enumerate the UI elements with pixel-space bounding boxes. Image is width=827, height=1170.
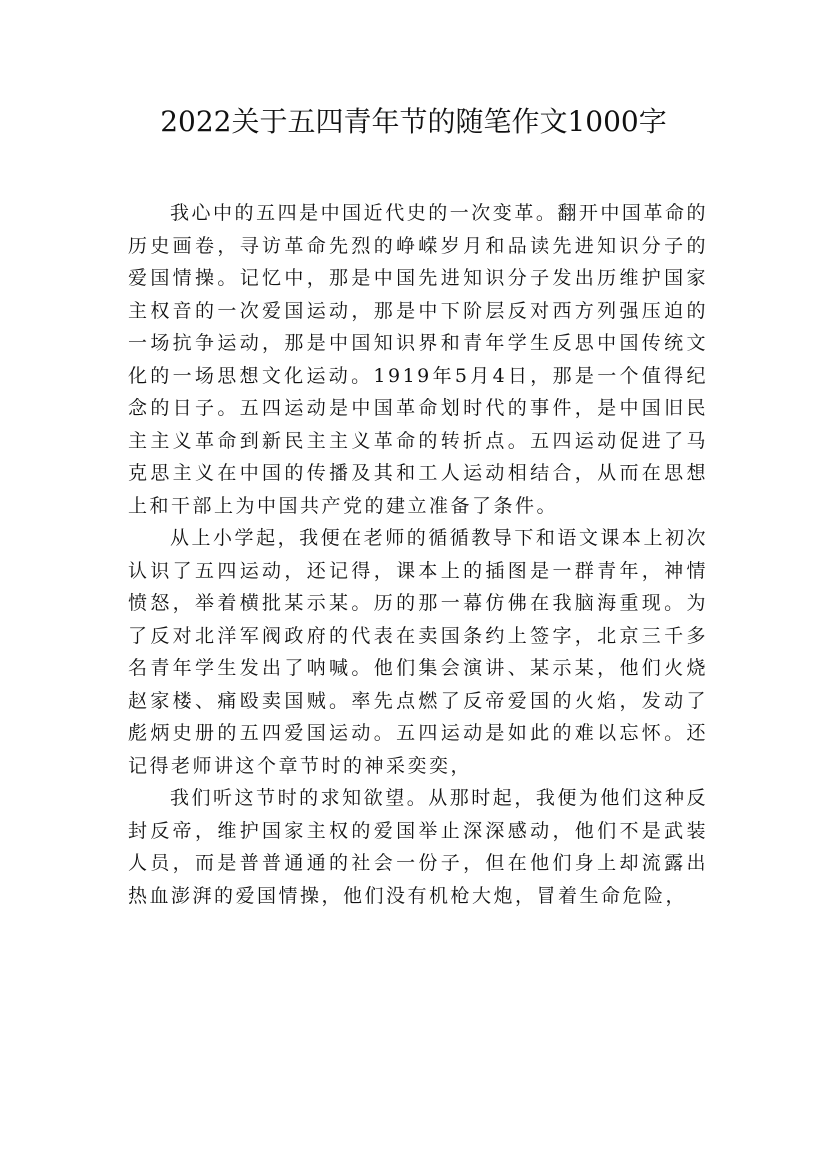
paragraph-1: 我心中的五四是中国近代史的一次变革。翻开中国革命的历史画卷，寻访革命先烈的峥嵘岁月和品读先进知识分子的爱国情操。记忆中，那是中国先进知识分子发出历维护国家主权音的一次爱国运动，那是中下阶层反对西方列强压迫的一场抗争运动，那是中国知识界和青年学生反思中国传统文化的一场思想文化运动。1919年5月4日，那是一个值得纪念的日子。五四运动是中国革命划时代的事件，是中国旧民主主义革命到新民主主义革命的转折点。五四运动促进了马克思主义在中国的传播及其和工人运动相结合，从而在思想上和干部上为中国共产党的建立准备了条件。 [128,202,708,517]
paragraph-3: 我们听这节时的求知欲望。从那时起，我便为他们这种反封反帝，维护国家主权的爱国举止深深感动，他们不是武装人员，而是普普通通的社会一份子，但在他们身上却流露出热血澎湃的爱国情操，他们没有机枪大炮，冒着生命危险， [128,787,708,907]
paragraph-2: 从上小学起，我便在老师的循循教导下和语文课本上初次认识了五四运动，还记得，课本上的插图是一群青年，神情愤怒，举着横批某示某。历的那一幕仿佛在我脑海重现。为了反对北洋军阀政府的代表在卖国条约上签字，北京三千多名青年学生发出了呐喊。他们集会演讲、某示某，他们火烧赵家楼、痛殴卖国贼。率先点燃了反帝爱国的火焰，发动了彪炳史册的五四爱国运动。五四运动是如此的难以忘怀。还记得老师讲这个章节时的神采奕奕， [128,527,708,777]
document-body [128,197,708,912]
document-title: 2022关于五四青年节的随笔作文1000字 [160,105,667,138]
